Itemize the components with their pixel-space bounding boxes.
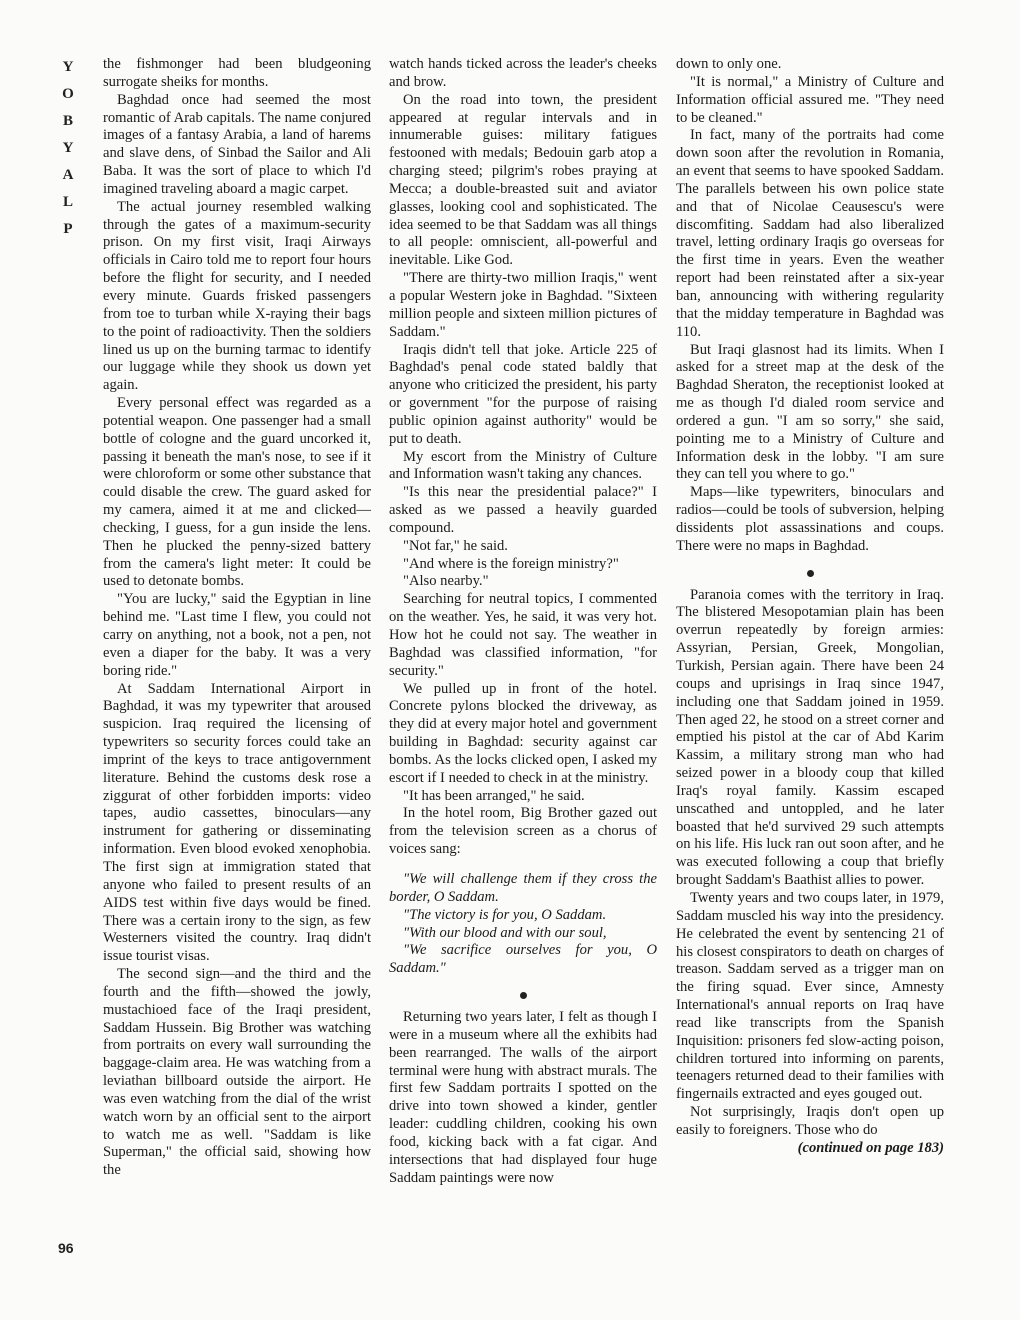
paragraph: "And where is the foreign ministry?" — [403, 555, 619, 572]
paragraph: Searching for neutral topics, I commented on the weather. Yes, he said, it was very hot. How hot he could not say. The weather in Baghdad was classified information, "for security." — [389, 591, 657, 679]
article-column-2 — [389, 56, 657, 1187]
paragraph: At Saddam International Airport in Baghdad, it was my typewriter that aroused suspicion. Iraq required the licensing of typewriters so security forces could take an imprint of the keys to trace antigovernment literature. Behind the customs desk rose a ziggurat of other forbidden imports: video tapes, audio cassettes, binoculars—any instrument for gathering or disseminating information. Even blood evoked xenophobia. The first sign at immigration stated that anyone who failed to present results of an AIDS test within five days would be fined. There was a certain irony to the sign, as few Westerners visited the country. Iraq didn't issue tourist visas. — [103, 680, 371, 965]
paragraph: We pulled up in front of the hotel. Concrete pylons blocked the driveway, as they did at every major hotel and government building in Baghdad: security against car bombs. As the locks clicked open, I asked my escort if I needed to check in at the ministry. — [389, 680, 657, 786]
section-break-bullet — [520, 992, 527, 999]
paragraph: My escort from the Ministry of Culture and Information wasn't taking any chances. — [389, 448, 657, 483]
mag-letter: Y — [62, 140, 74, 156]
paragraph: Paranoia comes with the territory in Iraq. The blistered Mesopotamian plain has been overrun repeatedly by foreign armies: Assyrian, Persian, Greek, Mongolian, Turkish, Persian again. There have been 24 coups and uprisings in Iraq since 1947, including one that Saddam joined in 1959. Then aged 22, he stood on a street corner and emptied his pistol at the car of Abd Karim Kassim, a military strong man who had seized power in a bloody coup that killed Iraq's royal family. Kassim escaped unscathed and untoppled, and he later boasted that he'd survived 29 such attempts on his life. His luck ran out soon after, and he was executed following a coup that briefly brought Saddam's Baathist allies to power. — [676, 586, 944, 889]
mag-letter: B — [62, 113, 73, 129]
song-verse-line: "We will challenge them if they cross the border, O Saddam. — [389, 870, 657, 905]
magazine-name-vertical — [58, 54, 78, 243]
continued-note: (continued on page 183) — [797, 1139, 944, 1156]
article-column-1 — [103, 56, 371, 1180]
mag-letter: P — [63, 221, 73, 237]
paragraph: "Also nearby." — [403, 573, 489, 590]
mag-letter: L — [62, 194, 73, 210]
paragraph: "It has been arranged," he said. — [403, 787, 585, 804]
paragraph: The actual journey resembled walking through the gates of a maximum-security prison. On my first visit, Iraqi Airways officials in Cairo told me to report four hours before the flight for security, and I needed every minute. Guards frisked passengers from toe to turban while X-raying their bags to the point of radioactivity. Then the soldiers lined us up on the burning tarmac to identify our luggage while they shook us down yet again. — [103, 198, 371, 394]
paragraph: Baghdad once had seemed the most romantic of Arab capitals. The name conjured images of a fantasy Arabia, a land of harems and slave dens, of Sinbad the Sailor and Ali Baba. It was the sort of place to which I'd imagined traveling aboard a magic carpet. — [103, 91, 371, 197]
paragraph: the fishmonger had been bludgeoning surrogate sheiks for months. — [103, 56, 371, 90]
paragraph: down to only one. — [676, 56, 782, 72]
paragraph: But Iraqi glasnost had its limits. When I asked for a street map at the desk of the Baghdad Sheraton, the receptionist looked at me as though I'd dialed room service and ordered a gun. "I am so sorry," she said, pointing me to a Ministry of Culture and Information desk in the lobby. "I am sure they can tell you where to go." — [676, 341, 944, 483]
paragraph: Twenty years and two coups later, in 1979, Saddam muscled his way into the presidency. He celebrated the event by sentencing 21 of his closest conspirators to death on charges of treason. Saddam served as a trigger man on the firing squad. Ever since, Amnesty International's annual reports on Iraq have read like transcripts from the Spanish Inquisition: prisoners fed slow-acting poison, children tortured into informing on parents, teenagers returned dead to their families with fingernails extracted and eyes gouged out. — [676, 889, 944, 1103]
paragraph: The second sign—and the third and the fourth and the fifth—showed the jowly, mustachioed face of the Iraqi president, Saddam Hussein. Big Brother was watching from portraits on every wall surrounding the baggage-claim area. He was watching from a leviathan billboard outside the airport. He was even watching from the dial of the wrist watch worn by an official sent to the airport to watch me as well. "Saddam is like Superman," the official said, showing how the — [103, 966, 371, 1179]
paragraph: Iraqis didn't tell that joke. Article 225 of Baghdad's penal code stated baldly that anyone who criticized the president, his party or government "for the purpose of raising public opinion against authority" would be put to death. — [389, 341, 657, 447]
mag-letter: O — [62, 86, 74, 102]
paragraph: Maps—like typewriters, binoculars and radios—could be tools of subversion, helping dissidents plot assassinations and coups. There were no maps in Baghdad. — [676, 484, 944, 554]
article-column-3 — [676, 56, 944, 1158]
paragraph: Every personal effect was regarded as a potential weapon. One passenger had a small bottle of cologne and the guard uncorked it, passing it beneath the man's nose, to see if it were chloroform or some other substance that could disable the crew. The guard asked for my camera, aimed it at me and clicked—checking, I guess, for a gun inside the lens. Then he plucked the penny-sized battery from the camera's light meter: It could be used to detonate bombs. — [103, 395, 371, 590]
mag-letter: Y — [62, 59, 74, 75]
song-verse-line: "We sacrifice ourselves for you, O Saddam." — [389, 942, 657, 977]
paragraph: Not surprisingly, Iraqis don't open up easily to foreigners. Those who do — [676, 1104, 944, 1138]
section-break-bullet — [807, 570, 814, 577]
paragraph: "Is this near the presidential palace?" I asked as we passed a heavily guarded compound. — [389, 484, 657, 536]
paragraph: "Not far," he said. — [403, 537, 508, 554]
paragraph: "You are lucky," said the Egyptian in line behind me. "Last time I flew, you could not carry on anything, not a book, not a pen, not even a diaper for the baby. It was a very boring ride." — [103, 591, 371, 679]
page-number: 96 — [58, 1240, 74, 1256]
paragraph: On the road into town, the president appeared at regular intervals and in innumerable guises: military fatigues festooned with medals; Bedouin garb atop a charging steed; pilgrim's robes praying at Mecca; a double-breasted suit and aviator glasses, looking cool and sophisticated. The idea seemed to be that Saddam was all things to all people: omniscient, all-powerful and inevitable. Like God. — [389, 91, 657, 269]
mag-letter: A — [62, 167, 74, 183]
paragraph: "There are thirty-two million Iraqis," went a popular Western joke in Baghdad. "Sixteen million people and sixteen million pictures of Saddam." — [389, 270, 657, 340]
song-verse-line: "With our blood and with our soul, — [403, 924, 607, 941]
paragraph: "It is normal," a Ministry of Culture and Information official assured me. "They need to be cleaned." — [676, 73, 944, 126]
paragraph: In fact, many of the portraits had come down soon after the revolution in Romania, an event that seems to have spooked Saddam. The parallels between his own police state and that of Nicolae Ceausescu's were discomfiting. Saddam had also liberalized travel, letting ordinary Iraqis go overseas for the first time in years. Even the weather report had been reinstated after a six-year ban, announcing with withering regularity that the midday temperature in Baghdad was 110. — [676, 127, 944, 340]
paragraph: In the hotel room, Big Brother gazed out from the television screen as a chorus of voices sang: — [389, 805, 657, 858]
paragraph: watch hands ticked across the leader's cheeks and brow. — [389, 56, 657, 90]
paragraph: Returning two years later, I felt as though I were in a museum where all the exhibits had been rearranged. The walls of the airport terminal were hung with abstract murals. The first few Saddam portraits I spotted on the drive into town showed a kinder, gentler leader: cuddling children, cooking his own food, kicking back with a fat cigar. And intersections that had displayed four huge Saddam paintings were now — [389, 1009, 657, 1186]
song-verse-line: "The victory is for you, O Saddam. — [403, 906, 607, 923]
